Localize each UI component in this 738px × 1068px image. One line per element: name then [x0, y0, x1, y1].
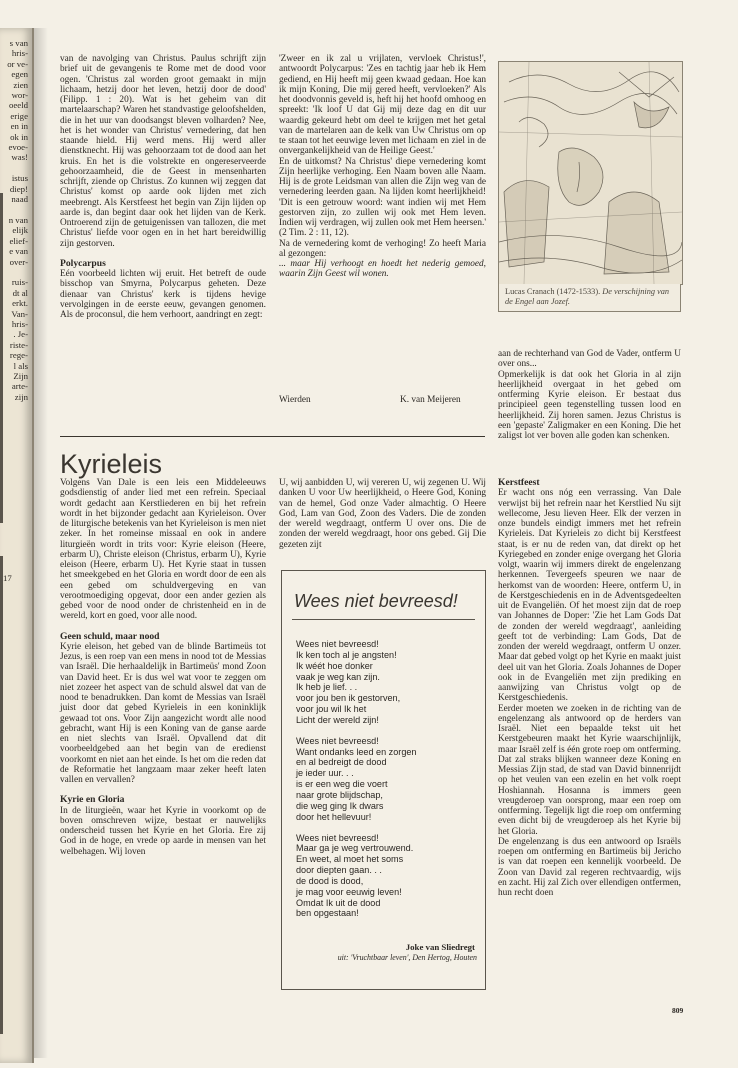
poem-author: Joke van Sliedregt [405, 942, 475, 952]
article-title: Kyrieleis [60, 449, 163, 479]
column-3-top [498, 349, 681, 441]
page-number: 809 [672, 1006, 684, 1015]
poem-source: uit: 'Vruchtbaar leven', Den Hertog, Houten [337, 953, 477, 962]
previous-page-edge [0, 28, 34, 1063]
previous-page-fragment: over- [9, 256, 28, 267]
previous-page-fragment: dt al [12, 287, 28, 298]
previous-page-fragment: or ve- [7, 58, 28, 69]
previous-page-fragment: ok in [10, 131, 28, 142]
previous-page-fragment: naad [11, 194, 28, 205]
body-paragraph: Kyrie eleison, het gebed van de blinde Bartimeüs tot Jezus, is een roep van een mens in nood tot de Messias van Israël. Die herhaaldelijk in Bartimeüs' mond Zoon van David heet. Er is dus wel wat voor te zeggen om niet zozeer het aspect van de schuld alswel dat van de nood te benadrukken. Dan komt de Messias van Israël juist door dat gebed Kyrieleis in een koninklijk gewaad tot ons. Voor Zijn aangezicht wordt alle nood gebracht, want Hij is een Koning van de ganse aarde en niet slechts van Israël. Opvallend dat dit voorbeeldgebed aan het begin van de eredienst voorkomt en niet aan het einde. Is het om die reden dat de Reformatie het langzaam maar zeker heeft laten vallen en vervallen? [60, 641, 266, 785]
signature-author: K. van Meijeren [400, 395, 461, 405]
previous-page-fragment: evoe- [8, 142, 28, 153]
previous-page-fragment: Van- [11, 308, 28, 319]
caption-title: De verschijning van de Engel aan Jozef. [505, 287, 670, 306]
body-paragraph: En de uitkomst? Na Christus' diepe vernedering komt Zijn heerlijke verhoging. Een Naam boven alle Naam. Hij is de grote Leidsman van allen die Zijn weg van de vernedering leerden gaan. Na lijden komt heerlijkheid! 'Dit is een getrouw woord: want indien wij met Hem gestorven zijn, zo zullen wij ook met Hem leven. Indien wij verdragen, wij zullen ook met Hem heersen.' (2 Tim. 2 : 11, 12). [279, 156, 486, 239]
article-column-1 [60, 478, 266, 857]
previous-page-fragment: erkt. [12, 298, 28, 309]
poem-text [296, 639, 476, 929]
body-paragraph: De engelenzang is dus een antwoord op Israëls roepen om ontferming en Bartimeüs bij Jericho is van dat roepen een kennelijk voorbeeld. De Zoon van David zal regeren rechtvaardig, wijs en zacht. Hij zal Zich over ellendigen ontfermen, hun recht doen [498, 836, 681, 898]
quote: ... maar Hij verhoogt en hoedt het nederig gemoed, waarin Zijn Geest wil wonen. [279, 259, 486, 280]
section-heading: Polycarpus [60, 257, 106, 269]
poem-stanza: Wees niet bevreesd! Want ondanks leed en zorgen en al bedreigt de dood je ieder uur. . . is er een weg die voert naar grote blijdschap, die weg ging Ik dwars door het hellevuur! [296, 735, 417, 822]
previous-page-fragment: en in [10, 121, 28, 132]
previous-page-fragment: diep! [9, 183, 28, 194]
article-column-2 [279, 478, 486, 550]
signature-place: Wierden [279, 395, 311, 405]
previous-page-fragment: ruis- [11, 277, 28, 288]
body-paragraph: 'Zweer en ik zal u vrijlaten, vervloek Christus!', antwoordt Polycarpus: 'Zes en tachtig jaar heb ik Hem gediend, en Hij heeft mij geen kwaad gedaan. Hoe kan ik mijn Koning, Die mij gered heeft, vervloeken?' Als het doodvonnis geveld is, heft hij het hoofd omhoog en spreekt: 'Ik loof U dat Gij mij deze dag en dit uur waardig gekeurd hebt om deel te krijgen met het getal van de martelaren aan de kelk van Uw Christus om op te staan tot het eeuwige leven met lichaam en ziel in de onvergankelijkheid van de Heilige Geest.' [279, 54, 486, 157]
previous-page-text-fragments [0, 28, 32, 402]
body-paragraph: Volgens Van Dale is een leis een Middeleeuws godsdienstig of ander lied met een refrein. Speciaal wordt gedacht aan Kerstliederen en bij het refrein wordt in het bijzonder gedacht aan Kyrieleison. Over de liturgische betekenis van het Kyrieleison is men niet zeker. In het romeinse missaal en ook in andere liturgieën wordt in trits voor: Kyrie eleison (Heere, erbarm U), Christe eleison (Christus, erbarm U), Kyrie eleison (Heere, erbarm U). Het Kyrie staat in tussen het smeekgebed en het Gloria en wordt door de een als een gebed om schuldvergeving en van verootmoediging opgevat, door een ander gezien als gebed voor de nood onder de christenheid en in de wereld, kort en goed, voor alle nood. [60, 478, 266, 622]
previous-page-fragment: Zijn [13, 371, 28, 381]
previous-page-fragment [0, 163, 28, 173]
previous-page-fragment: egen [11, 69, 28, 80]
column-1-top [60, 54, 266, 320]
body-paragraph: Er wacht ons nóg een verrassing. Van Dale verwijst bij het refrein naar het Kerstlied Nu sijt wellecome, Jesu lieven Heer. Elk der verzen in onze bundels eindigt immers met het refrein Kyrieleis. Dat Kyrieleis zo dicht bij Kerstfeest staat, is er nu de reden van, dat direkt op het Kyriegebed en zonder enige overgang het Gloria volgt, waarin wij immers direkt de engelenzang herkennen. Tevergeefs speuren we naar de herkomst van de woorden: Heere, ontferm U, in de Kerstgeschiedenis en in de Adventsgedeelten uit de Evangeliën. Of het moest zijn dat de roep van Johannes de Doper: 'Zie het Lam Gods Dat de zonden der wereld wegdraagt', aanleiding geeft tot de verbinding: Lam Gods, Dat de zonden der wereld wegdraagt, ontferm U onzer. Maar dat gebed volgt op het Kyrie en maakt juist deel uit van het Gloria. Zoals Johannes de Doper ook in de Evangeliën met zijn prediking en aanwijzing van Christus volgt op de Kerstgeschiedenis. [498, 488, 681, 704]
caption-artist: Lucas Cranach (1472-1533). [505, 287, 601, 296]
body-paragraph: van de navolging van Christus. Paulus schrijft zijn brief uit de gevangenis te Rome met de dood voor ogen. 'Christus zal worden groot gemaakt in mijn lichaam, hetzij door het leven, hetzij door de dood' (Filipp. 1 : 20). Wat is het geheim van dit martelaarschap? Waren het standvastige geloofshelden, die in het uur van doodsangst bleven volharden? Nee, het is het wonder van Christus' vernedering, dat hen staande hield. Hij werd mens. Hij werd aller dienstknecht. Hij was gehoorzaam tot de dood aan het kruis. En het is die volstrekte en ongereserveerde gehoorzaamheid, die de Geest in mensenharten schrijft, ziende op Christus. Zo kunnen wij zeggen dat Christus' komst op aarde ook lijden met zich meebrengt. Als Kerstfeest het begin van Zijn lijden op aarde is, dan begint daar ook het lijden van de Kerk. Ontroerend zijn de getuigenissen van tallozen, die met Christus' liefde voor ogen en in het hart bereidwillig zijn gestorven. [60, 54, 266, 249]
previous-page-fragment: elijk [12, 225, 28, 236]
poem-stanza: Wees niet bevreesd! Maar ga je weg vertrouwend. En weet, al moet het soms door diepten gaan. . . de dood is dood, je mag voor eeuwig leven! Omdat Ik uit de dood ben opgestaan! [296, 832, 414, 919]
body-paragraph: Eerder moeten we zoeken in de richting van de engelenzang als antwoord op de herders van Israël. Niet een bepaalde tekst uit het Kerstgebeuren maakt het Kyrie waarschijnlijk, maar Israël zelf is één grote roep om ontferming. Dat zal straks blijken wanneer deze Koning en Messias Zijn stad, de stad van David binnenrijdt op het veulen van een ezelin en het volk roept Hoshiannah. Hosanna is immers geen vreugderoep van oorsprong, maar een roep om ontferming. Tegelijk ligt die roep om ontferming even dicht bij de vreugderoep als het Kyrie bij het Gloria. [498, 703, 681, 837]
previous-page-fragment: erige [10, 110, 28, 121]
illustration-caption [498, 284, 681, 312]
poem-title-rule [292, 619, 475, 620]
previous-page-fragment: hris- [11, 318, 28, 329]
body-paragraph: In de liturgieën, waar het Kyrie in voorkomt op de boven omschreven wijze, bestaat er nauwelijks onderscheid tussen het Kyrie en het Gloria. Ere zij God in de hoge, en vrede op aarde in mensen van het welbehagen. Wij loven [60, 805, 266, 857]
previous-page-fragment: s van [9, 38, 28, 48]
previous-page-fragment: istus [11, 173, 28, 184]
body-paragraph: Opmerkelijk is dat ook het Gloria in al zijn heerlijkheid overgaat in het gebed om ontferming Kyrie eleison. Er bestaat dus principieel geen tegenstelling tussen lood en heerlijkheid. Zij horen samen. Jezus Christus is een 'gepaste' Zaligmaker en een Koning. Die het zaligst lot ver boven alle goden kan schenken. [498, 369, 681, 441]
article-column-3 [498, 478, 681, 898]
previous-page-fragment: elief- [9, 235, 28, 246]
previous-page-fragment: arte- [11, 381, 28, 392]
body-paragraph: aan de rechterhand van God de Vader, ontferm U over ons... [498, 349, 681, 370]
poem-stanza: Wees niet bevreesd! Ik ken toch al je angsten! Ik wéét hoe donker vaak je weg kan zijn. Ik heb je lief. . . voor jou ben ik gestorven, voor jou wil Ik het Licht der wereld zijn! [296, 639, 401, 725]
previous-page-fragment: was! [11, 152, 28, 163]
woodcut-illustration [498, 61, 683, 285]
column-2-top [279, 54, 486, 280]
poem-title: Wees niet bevreesd! [294, 591, 458, 611]
page-binding-line [0, 193, 3, 523]
previous-page-fragment: 17 [3, 573, 12, 583]
body-paragraph: Na de vernedering komt de verhoging! Zo heeft Maria al gezongen: [279, 238, 486, 259]
previous-page-fragment: n van [8, 214, 28, 225]
previous-page-fragment: rege- [9, 350, 28, 361]
section-heading: Geen schuld, maar nood [60, 630, 160, 642]
previous-page-fragment: hris- [11, 48, 28, 59]
section-heading: Kyrie en Gloria [60, 794, 125, 806]
page-binding-line [0, 556, 3, 1034]
previous-page-fragment: . Je- [13, 329, 28, 340]
poem-box [281, 570, 486, 990]
body-paragraph: U, wij aanbidden U, wij vereren U, wij zegenen U. Wij danken U voor Uw heerlijkheid, o Heere God, Koning van de hemel, God onze Vader almachtig. O Heere God, Lam van God, Zoon des Vaders. Die de zonden der wereld wegdraagt, ontferm U over ons. Die de zonden der wereld wegdraagt, hoor ons gebed. Gij Die gezeten zijt [279, 478, 486, 550]
page-fold-shadow [34, 28, 48, 1058]
previous-page-fragment: zijn [14, 391, 28, 402]
previous-page-fragment: l als [13, 360, 28, 371]
previous-page-fragment: wor- [11, 90, 28, 101]
article-divider [60, 436, 485, 437]
previous-page-fragment [0, 267, 28, 277]
previous-page-fragment [0, 205, 28, 215]
section-heading: Kerstfeest [498, 477, 540, 488]
previous-page-fragment: zien [13, 79, 28, 90]
previous-page-fragment: e van [9, 246, 28, 257]
previous-page-fragment: riste- [9, 339, 28, 350]
previous-page-fragment: oeeld [8, 100, 28, 111]
body-paragraph: Eén voorbeeld lichten wij eruit. Het betreft de oude bisschop van Smyrna, Polycarpus geheten. Deze dienaar van Christus' kerk is tijdens hevige vervolgingen in de eerste eeuw, gevangen genomen. Als de proconsul, die hem verhoort, aandringt en zegt: [60, 269, 266, 320]
